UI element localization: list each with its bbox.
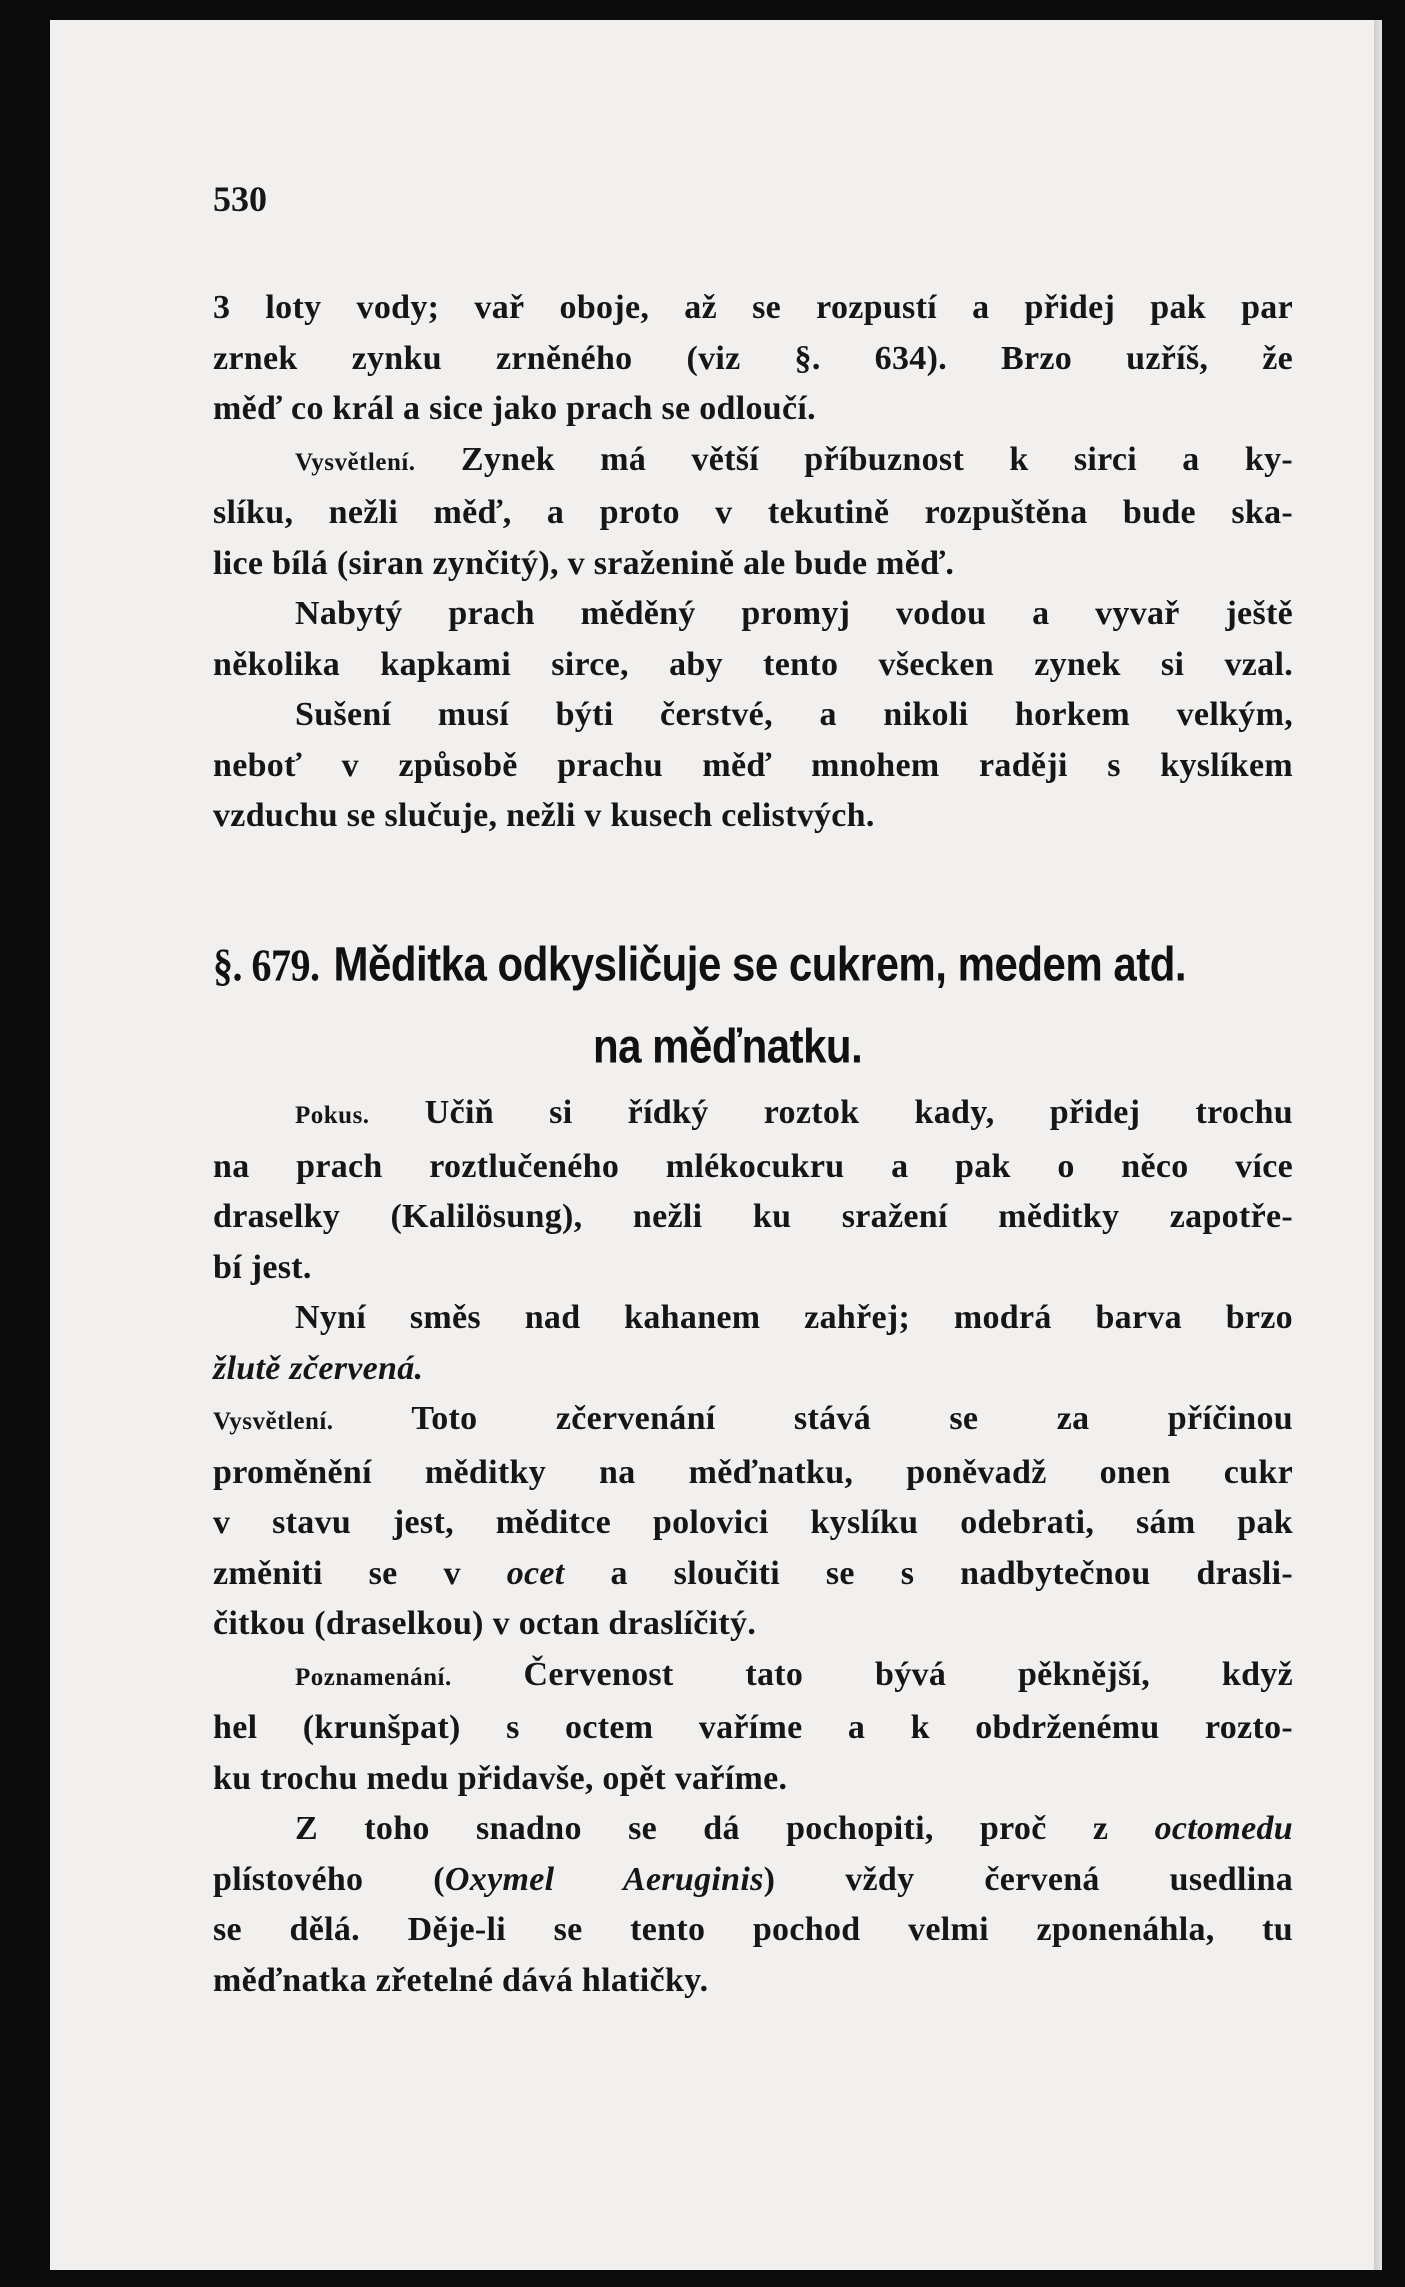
paragraph-washing — [213, 589, 1293, 690]
text-line: neboť v způsobě prachu měď mnohem raději s kyslíkem — [213, 746, 1293, 784]
italic-term: Oxymel Aeruginis — [444, 1860, 764, 1898]
text-line: slíku, nežli měď, a proto v tekutině rozpuštěna bude ska- — [213, 494, 1293, 531]
text-line-with-label — [213, 435, 1293, 489]
text-line-with-label — [213, 1088, 1293, 1142]
text-line: Sušení musí býti čerstvé, a nikoli horkem velkým, — [295, 696, 1293, 733]
text-run: Toto zčervenání stává se za příčinou — [333, 1400, 1293, 1437]
italic-term: ocet — [506, 1554, 565, 1592]
text-line: měď co král a sice jako prach se odloučí. — [213, 390, 816, 427]
section-title-line-1: Měditka odkysličuje se cukrem, medem atd. — [333, 936, 1187, 991]
text-line: draselky (Kalilösung), nežli ku sražení měditky zapotře- — [213, 1198, 1293, 1235]
text-run: a sloučiti se s nadbytečnou drasli- — [564, 1554, 1293, 1592]
section-number: §. 679. — [213, 939, 320, 991]
text-line: proměnění měditky na měďnatku, poněvadž onen cukr — [213, 1453, 1293, 1491]
text-line: na prach roztlučeného mlékocukru a pak o něco více — [213, 1147, 1293, 1185]
text-line: Nabytý prach měděný promyj vodou a vyvař ještě — [295, 595, 1293, 632]
text-line: vzduchu se slučuje, nežli v kusech celistvých. — [213, 797, 875, 834]
section-title-line-2: na měďnatku. — [593, 1018, 863, 1073]
italic-term: octomedu — [1154, 1810, 1293, 1847]
paragraph-note — [213, 1650, 1293, 1805]
section-heading — [213, 930, 1293, 1081]
text-line: hel (krunšpat) s octem vaříme a k obdrženému rozto- — [213, 1709, 1293, 1746]
paragraph-experiment — [213, 1088, 1293, 1293]
italic-text-line: žlutě zčervená. — [213, 1349, 424, 1387]
text-run: plístového ( — [213, 1860, 445, 1898]
text-run: změniti se v — [213, 1554, 507, 1592]
bottom-text-block — [213, 1088, 1293, 2006]
paragraph-drying — [213, 690, 1293, 842]
text-line — [213, 1855, 1293, 1906]
page-number: 530 — [213, 179, 267, 219]
text-line: zrnek zynku zrněného (viz §. 634). Brzo uzříš, že — [213, 339, 1293, 377]
paragraph-explanation-2 — [213, 1394, 1293, 1650]
text-line-with-label — [213, 1650, 1293, 1704]
text-line: 3 loty vody; vař oboje, až se rozpustí a přidej pak par — [213, 289, 1293, 326]
text-run: Červenost tato bývá pěknější, když — [451, 1655, 1293, 1693]
text-line-with-label — [213, 1394, 1293, 1448]
note-label: Poznamenání. — [295, 1663, 452, 1691]
text-run: Z toho snadno se dá pochopiti, proč z — [295, 1810, 1155, 1847]
text-line: se dělá. Děje-li se tento pochod velmi zponenáhla, tu — [213, 1911, 1293, 1948]
text-line: měďnatka zřetelné dává hlatičky. — [213, 1961, 709, 1999]
text-run: Zynek má větší příbuznost k sirci a ky- — [415, 440, 1293, 478]
text-line: čitkou (draselkou) v octan draslíčitý. — [213, 1605, 757, 1642]
text-line — [213, 1804, 1293, 1855]
explanation-label: Vysvětlení. — [295, 448, 416, 476]
text-run: ) vždy červená usedlina — [763, 1860, 1294, 1898]
text-line: několika kapkami sirce, aby tento všecken zynek si vzal. — [213, 645, 1293, 683]
paragraph-explanation-1 — [213, 435, 1293, 590]
paragraph-intro — [213, 283, 1293, 435]
paragraph-oxymel — [213, 1804, 1293, 2006]
text-line: bí jest. — [213, 1248, 312, 1286]
paragraph-heating — [213, 1293, 1293, 1394]
text-line: v stavu jest, měditce polovici kyslíku odebrati, sám pak — [213, 1504, 1293, 1541]
page-edge — [1374, 20, 1382, 2270]
explanation-label: Vysvětlení. — [213, 1408, 334, 1435]
text-line: ku trochu medu přidavše, opět vaříme. — [213, 1759, 788, 1797]
text-line — [213, 1549, 1293, 1600]
text-line: Nyní směs nad kahanem zahřej; modrá barva brzo — [295, 1299, 1293, 1336]
experiment-label: Pokus. — [295, 1102, 370, 1129]
text-run: Učiň si řídký roztok kady, přidej trochu — [369, 1094, 1293, 1131]
text-line: lice bílá (siran zynčitý), v sraženině ale bude měď. — [213, 544, 955, 582]
top-text-block — [213, 283, 1293, 842]
